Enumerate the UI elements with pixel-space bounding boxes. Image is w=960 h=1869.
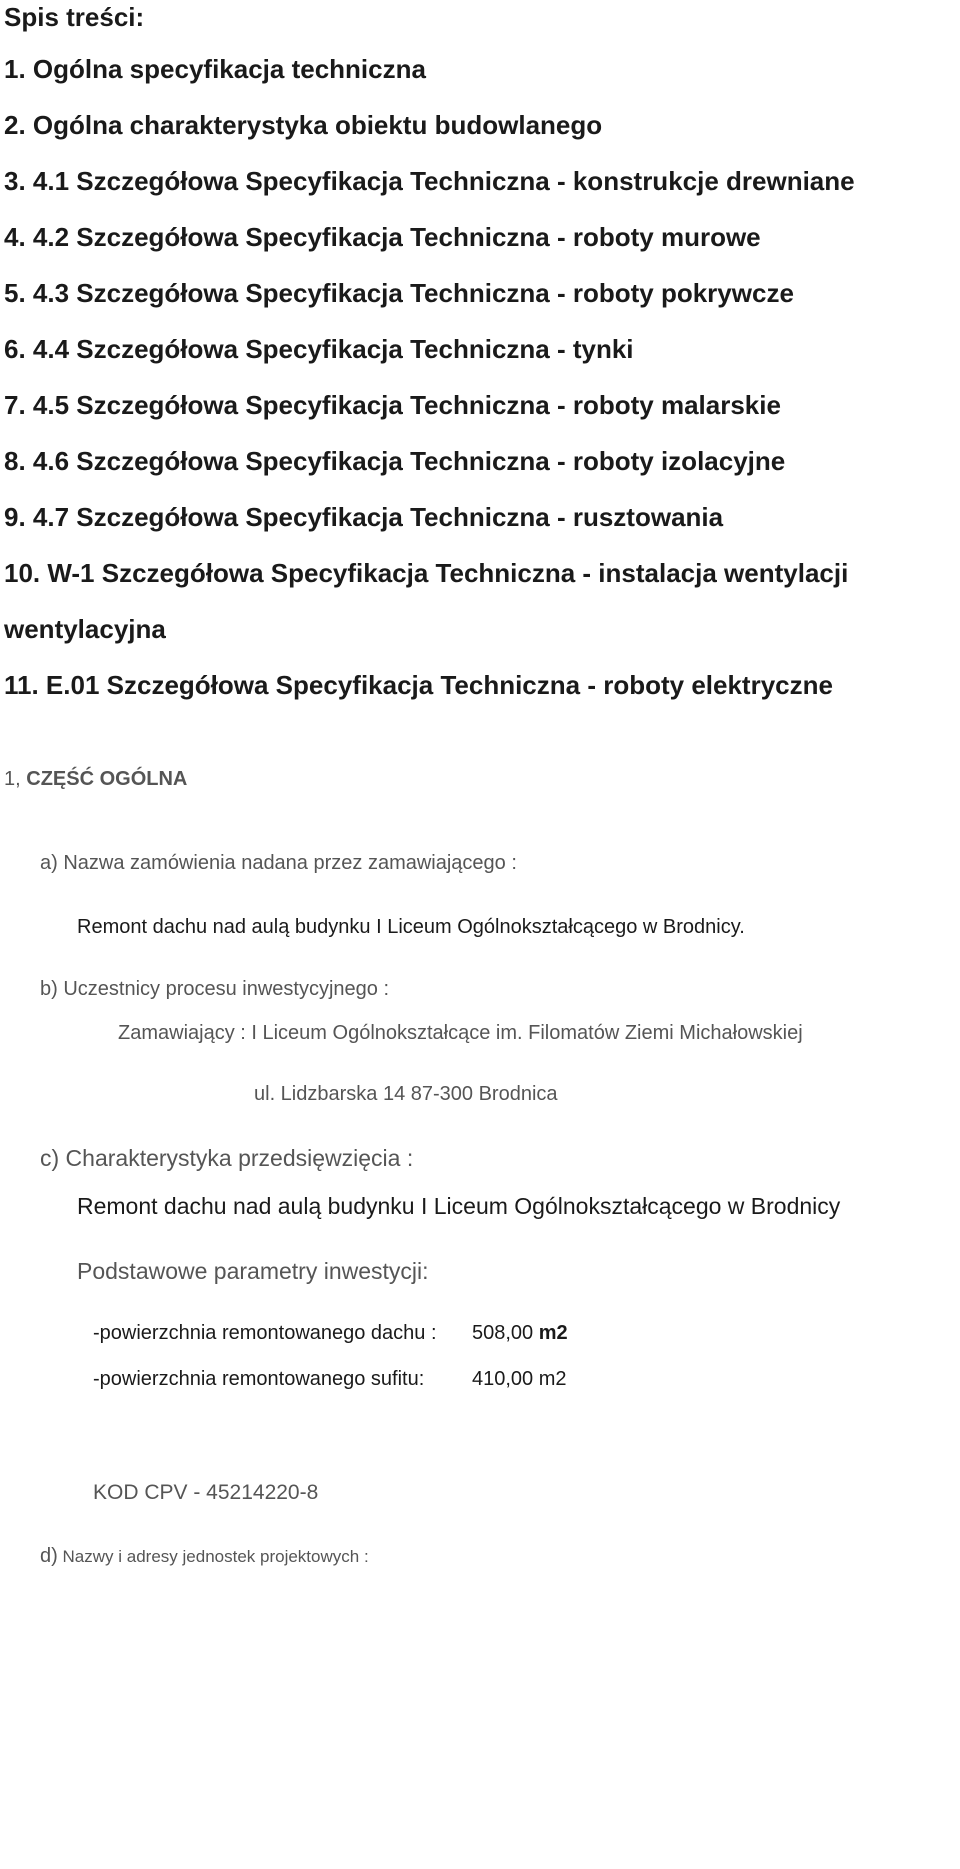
section-heading [4,768,187,791]
param-name: -powierzchnia remontowanego sufitu: [93,1368,425,1390]
investment-params-label: Podstawowe parametry inwestycji: [77,1258,429,1284]
item-a-value: Remont dachu nad aulą budynku I Liceum Ogólnokształcącego w Brodnicy. [77,916,745,938]
param-name: -powierzchnia remontowanego dachu : [93,1322,437,1344]
section-title: CZĘŚĆ OGÓLNA [26,768,188,790]
item-d-text: Nazwy i adresy jednostek projektowych : [62,1547,369,1566]
item-a-label: a) Nazwa zamówienia nadana przez zamawiającego : [40,852,517,874]
toc-item: 7. 4.5 Szczegółowa Specyfikacja Techniczna - roboty malarskie [4,390,781,420]
toc-item: 4. 4.2 Szczegółowa Specyfikacja Techniczna - roboty murowe [4,222,761,252]
item-b-contracting-party: Zamawiający : I Liceum Ogólnokształcące im. Filomatów Ziemi Michałowskiej [118,1022,803,1044]
param-unit: m2 [538,1322,568,1344]
toc-item: 5. 4.3 Szczegółowa Specyfikacja Techniczna - roboty pokrywcze [4,278,794,308]
item-d-prefix: d) [40,1545,58,1567]
section-number: 1, [4,768,21,790]
param-value [472,1322,568,1345]
toc-heading: Spis treści: [4,2,145,32]
item-b-label: b) Uczestnicy procesu inwestycyjnego : [40,978,390,1000]
toc-item: 9. 4.7 Szczegółowa Specyfikacja Techniczna - rusztowania [4,502,724,532]
toc-item: 11. E.01 Szczegółowa Specyfikacja Techniczna - roboty elektryczne [4,670,833,700]
param-value: 410,00 m2 [472,1368,567,1390]
item-d-label [40,1545,369,1568]
toc-item: 8. 4.6 Szczegółowa Specyfikacja Techniczna - roboty izolacyjne [4,446,786,476]
toc-item: 6. 4.4 Szczegółowa Specyfikacja Techniczna - tynki [4,334,634,364]
item-c-label: c) Charakterystyka przedsięwzięcia : [40,1145,414,1171]
param-number: 508,00 [472,1322,534,1344]
toc-item: 10. W-1 Szczegółowa Specyfikacja Techniczna - instalacja wentylacji [4,558,849,588]
toc-item: 3. 4.1 Szczegółowa Specyfikacja Techniczna - konstrukcje drewniane [4,166,855,196]
toc-item: 2. Ogólna charakterystyka obiektu budowlanego [4,110,603,140]
item-c-value: Remont dachu nad aulą budynku I Liceum Ogólnokształcącego w Brodnicy [77,1193,841,1219]
item-b-address: ul. Lidzbarska 14 87-300 Brodnica [254,1083,558,1105]
cpv-code: KOD CPV - 45214220-8 [93,1481,319,1504]
toc-item: 1. Ogólna specyfikacja techniczna [4,54,426,84]
toc-item-continuation: wentylacyjna [4,614,166,644]
